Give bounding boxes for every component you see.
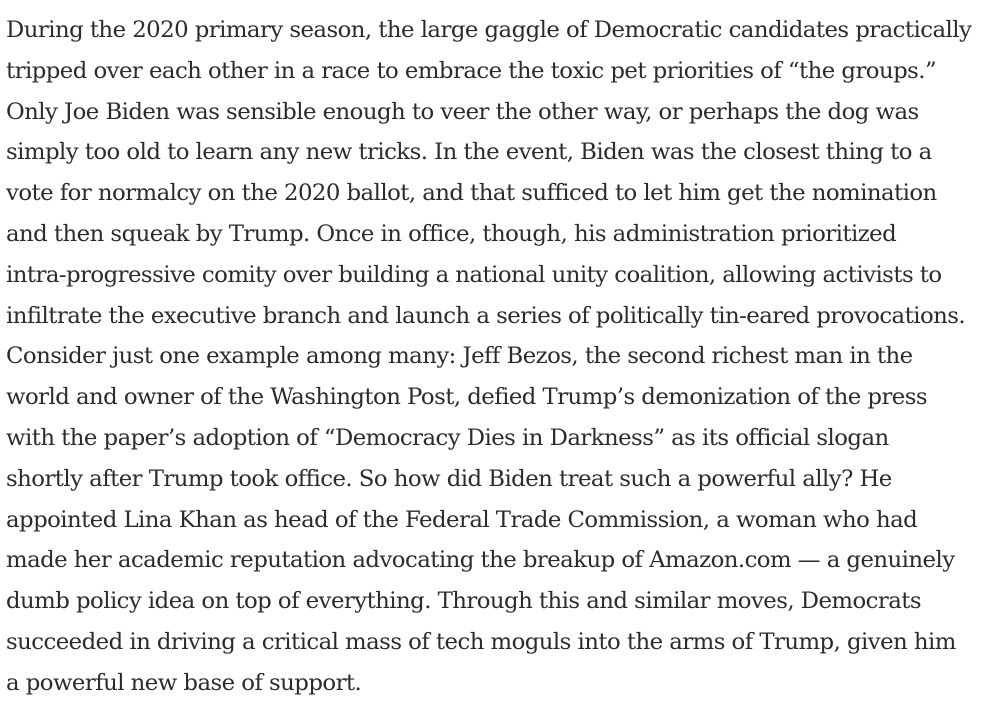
paragraph-line-8: infiltrate the executive branch and launch a series of politically tin-eared provocations. <box>6 302 966 329</box>
paragraph-line-16: succeeded in driving a critical mass of tech moguls into the arms of Trump, given him <box>6 628 956 655</box>
paragraph-line-5: vote for normalcy on the 2020 ballot, and that sufficed to let him get the nomination <box>6 180 937 207</box>
paragraph-line-17: a powerful new base of support. <box>6 669 362 696</box>
paragraph-line-1: During the 2020 primary season, the large gaggle of Democratic candidates practically <box>6 17 972 43</box>
paragraph-line-9: Consider just one example among many: Jeff Bezos, the second richest man in the <box>6 343 913 370</box>
paragraph-line-15: dumb policy idea on top of everything. Through this and similar moves, Democrats <box>6 588 922 615</box>
paragraph-line-3: Only Joe Biden was sensible enough to veer the other way, or perhaps the dog was <box>6 98 919 125</box>
paragraph-line-2: tripped over each other in a race to embrace the toxic pet priorities of “the groups.” <box>6 57 937 84</box>
paragraph-line-10: world and owner of the Washington Post, defied Trump’s demonization of the press <box>6 384 928 411</box>
paragraph-line-4: simply too old to learn any new tricks. In the event, Biden was the closest thing to a <box>6 139 932 166</box>
paragraph-line-14: made her academic reputation advocating the breakup of Amazon.com — a genuinely <box>6 547 955 574</box>
paragraph-line-13: appointed Lina Khan as head of the Federal Trade Commission, a woman who had <box>6 506 918 533</box>
paragraph-line-12: shortly after Trump took office. So how did Biden treat such a powerful ally? He <box>6 465 892 492</box>
paragraph-line-11: with the paper’s adoption of “Democracy Dies in Darkness” as its official slogan <box>6 424 889 451</box>
article-paragraph <box>6 10 1000 704</box>
paragraph-line-6: and then squeak by Trump. Once in office, though, his administration prioritized <box>6 220 897 247</box>
paragraph-line-7: intra-progressive comity over building a national unity coalition, allowing activists to <box>6 261 942 288</box>
